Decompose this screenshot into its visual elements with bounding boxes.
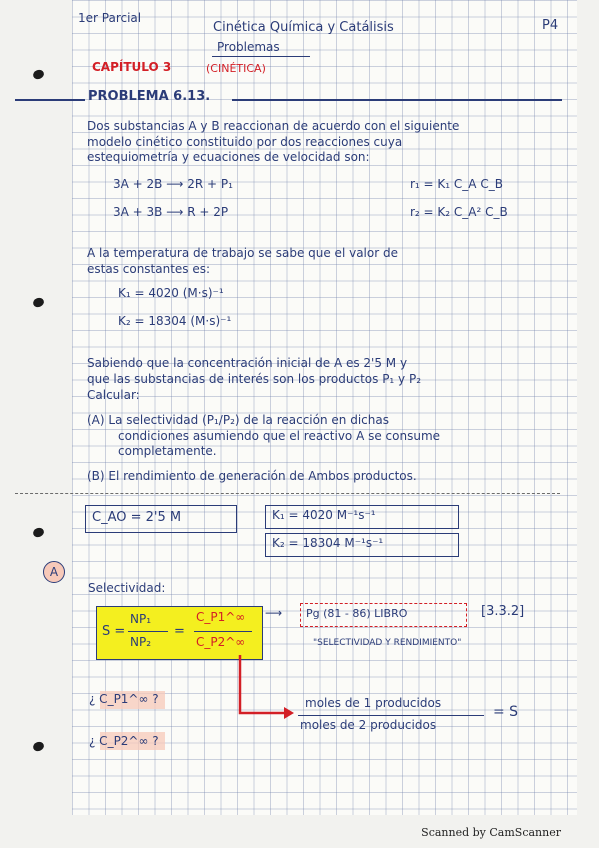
formula-num2: C_P1^∞ (196, 610, 246, 624)
ratio-denominator: moles de 2 producidos (300, 718, 437, 732)
question-b: (B) El rendimiento de generación de Ambos productos. (87, 469, 417, 483)
part-a-marker (43, 561, 65, 583)
scanner-watermark: Scanned by CamScanner (421, 826, 561, 839)
problem-rule-right (232, 99, 562, 101)
reference-text: Pg (81 - 86) LIBRO (306, 607, 408, 620)
intro-line: modelo cinético constituido por dos reacciones cuya (87, 135, 403, 149)
question-cp2: ¿ C_P2^∞ ? (89, 734, 159, 748)
chapter-title: CAPÍTULO 3 (92, 60, 172, 74)
problem-title: PROBLEMA 6.13. (88, 89, 211, 104)
fraction-bar-2 (194, 631, 252, 632)
rate-1: r₁ = K₁ C_A C_B (410, 177, 503, 191)
formula-num1: NP₁ (130, 612, 152, 626)
ratio-equals: = S (493, 704, 519, 720)
question-a-line: condiciones asumiendo que el reactivo A se consume (118, 429, 441, 443)
chapter-note: (CINÉTICA) (206, 62, 266, 75)
page-number: P4 (542, 18, 559, 33)
ratio-numerator: moles de 1 producidos (305, 696, 442, 710)
k1-value: K₁ = 4020 M⁻¹s⁻¹ (272, 508, 376, 522)
fraction-bar-1 (128, 631, 168, 632)
header-underline (212, 56, 310, 57)
formula-eq: = (174, 624, 185, 639)
ratio-bar (298, 715, 484, 716)
question-a-line: completamente. (118, 444, 217, 458)
partial-label: 1er Parcial (78, 11, 142, 25)
section-divider (15, 493, 560, 494)
temp-line: estas constantes es: (87, 262, 211, 276)
conditions-line: Calcular: (87, 388, 140, 402)
connector-arrow (230, 655, 300, 720)
k2-value: K₂ = 18304 M⁻¹s⁻¹ (272, 536, 384, 550)
formula-s: S = (102, 624, 126, 639)
constant-k1: K₁ = 4020 (M·s)⁻¹ (118, 286, 224, 300)
cao-value: C_AO = 2'5 M (92, 510, 182, 525)
punch-hole (32, 740, 45, 752)
punch-hole (32, 296, 45, 308)
temp-line: A la temperatura de trabajo se sabe que el valor de (87, 246, 398, 260)
formula-den2: C_P2^∞ (196, 635, 246, 649)
reference-section: [3.3.2] (481, 604, 525, 619)
conditions-line: Sabiendo que la concentración inicial de A es 2'5 M y (87, 356, 408, 370)
punch-hole (32, 526, 45, 538)
reference-caption: "SELECTIVIDAD Y RENDIMIENTO" (313, 638, 462, 648)
constant-k2: K₂ = 18304 (M·s)⁻¹ (118, 314, 232, 328)
reaction-1: 3A + 2B ⟶ 2R + P₁ (113, 177, 233, 191)
formula-den1: NP₂ (130, 635, 152, 649)
punch-hole (32, 68, 45, 80)
reference-arrow: ⟶ (265, 606, 283, 620)
intro-line: estequiometría y ecuaciones de velocidad son: (87, 150, 370, 164)
intro-line: Dos substancias A y B reaccionan de acuerdo con el siguiente (87, 119, 460, 133)
problem-rule-left (15, 99, 85, 101)
section-title: Problemas (217, 40, 280, 54)
selectivity-label: Selectividad: (88, 581, 166, 595)
question-cp1: ¿ C_P1^∞ ? (89, 692, 159, 706)
part-a-label: A (49, 565, 59, 579)
rate-2: r₂ = K₂ C_A² C_B (410, 205, 508, 219)
reaction-2: 3A + 3B ⟶ R + 2P (113, 205, 229, 219)
conditions-line: que las substancias de interés son los productos P₁ y P₂ (87, 372, 422, 386)
course-title: Cinética Química y Catálisis (213, 20, 394, 35)
question-a-line: (A) La selectividad (P₁/P₂) de la reacción en dichas (87, 413, 389, 427)
